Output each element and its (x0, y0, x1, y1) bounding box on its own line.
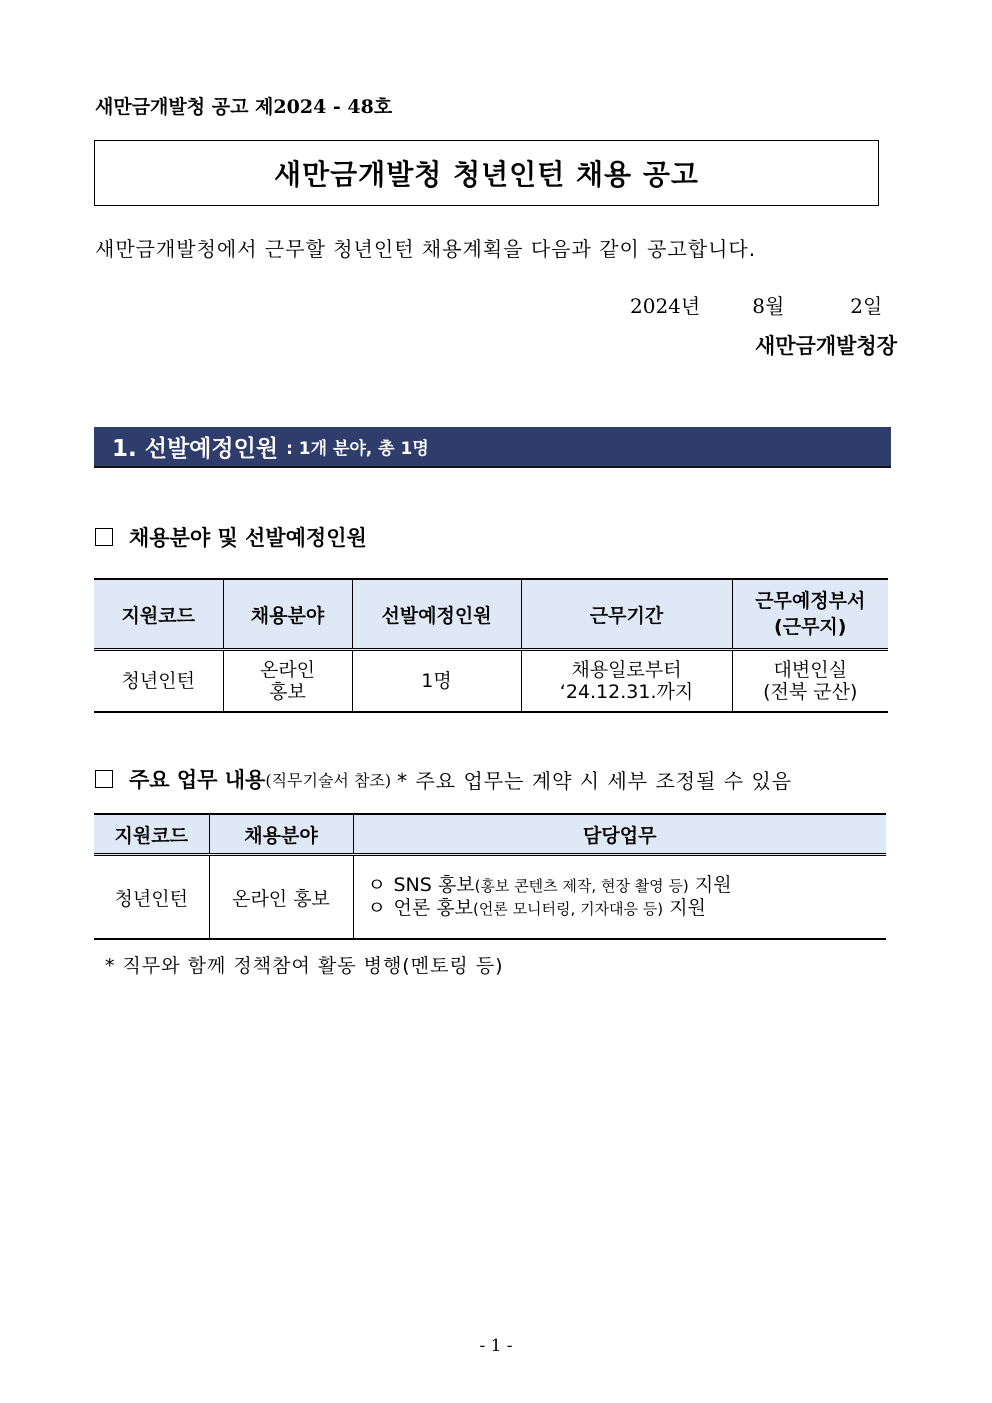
subheading-text: 채용분야 및 선발예정인원 (129, 525, 367, 550)
section-title: 1. 선발예정인원 (112, 436, 279, 462)
subheading-note: * 주요 업무는 계약 시 세부 조정될 수 있음 (397, 768, 793, 793)
header-line: (근무지) (774, 616, 847, 638)
duty-tail: 지원 (694, 874, 732, 896)
issuer: 새만금개발청장 (754, 333, 897, 358)
duty-detail: (홍보 콘텐츠 제작, 현장 촬영 등) (474, 877, 689, 895)
table-row (94, 650, 888, 713)
cell-line: ‘24.12.31.까지 (559, 681, 694, 703)
cell-count: 1명 (352, 650, 521, 713)
header-cell: 담당업무 (353, 814, 886, 855)
recruitment-table (94, 578, 888, 713)
cell-field: 온라인 홍보 (209, 855, 353, 940)
date-year: 2024년 (630, 294, 701, 318)
header-cell (732, 579, 888, 650)
header-cell: 선발예정인원 (352, 579, 521, 650)
header-cell: 근무기간 (521, 579, 732, 650)
section-header-1 (94, 427, 891, 468)
cell-line: 대변인실 (773, 659, 847, 681)
date-month: 8월 (752, 294, 785, 318)
subheading-recruitment (95, 522, 367, 552)
subheading-reference: (직무기술서 참조) (265, 770, 392, 790)
notice-number: 새만금개발청 공고 제2024 - 48호 (95, 96, 393, 118)
duty-main: 언론 홍보 (393, 897, 473, 919)
cell-code: 청년인턴 (121, 670, 195, 692)
cell-dept (732, 650, 888, 713)
intro-text: 새만금개발청에서 근무할 청년인턴 채용계획을 다음과 같이 공고합니다. (95, 237, 757, 261)
duty-item (368, 897, 887, 920)
header-line: 근무예정부서 (755, 590, 866, 612)
bullet-icon: ㅇ (367, 874, 386, 896)
checkbox-icon (95, 528, 113, 546)
cell-line: (전북 군산) (763, 681, 858, 703)
duty-detail: (언론 모니터링, 기자대응 등) (472, 900, 664, 918)
subheading-duties (95, 764, 890, 794)
table-header-row (94, 814, 886, 855)
checkbox-icon (95, 770, 113, 788)
duty-tail: 지원 (669, 897, 706, 919)
page-number: - 1 - (479, 1336, 513, 1356)
section-summary: : 1개 분야, 총 1명 (286, 439, 429, 459)
date-line (630, 290, 882, 319)
footnote: * 직무와 함께 정책참여 활동 병행(멘토링 등) (105, 955, 504, 977)
header-cell: 지원코드 (94, 579, 223, 650)
header-cell: 지원코드 (94, 814, 209, 855)
cell-line: 온라인 (259, 659, 316, 681)
cell-field (223, 650, 352, 713)
header-cell: 채용분야 (223, 579, 352, 650)
duties-table (94, 813, 886, 940)
subheading-text: 주요 업무 내용 (129, 767, 266, 792)
duty-item (368, 874, 887, 897)
document-title: 새만금개발청 청년인턴 채용 공고 (94, 140, 879, 206)
header-cell: 채용분야 (209, 814, 353, 855)
cell-period (521, 650, 732, 713)
bullet-icon: ㅇ (367, 897, 386, 919)
cell-line: 홍보 (269, 681, 306, 703)
cell-duties (353, 855, 886, 940)
cell-code: 청년인턴 (114, 887, 188, 910)
cell-line: 채용일로부터 (571, 659, 682, 681)
table-header-row (94, 579, 888, 650)
date-day: 2일 (850, 294, 883, 318)
table-row (94, 855, 886, 940)
duty-main: SNS 홍보 (393, 874, 475, 896)
